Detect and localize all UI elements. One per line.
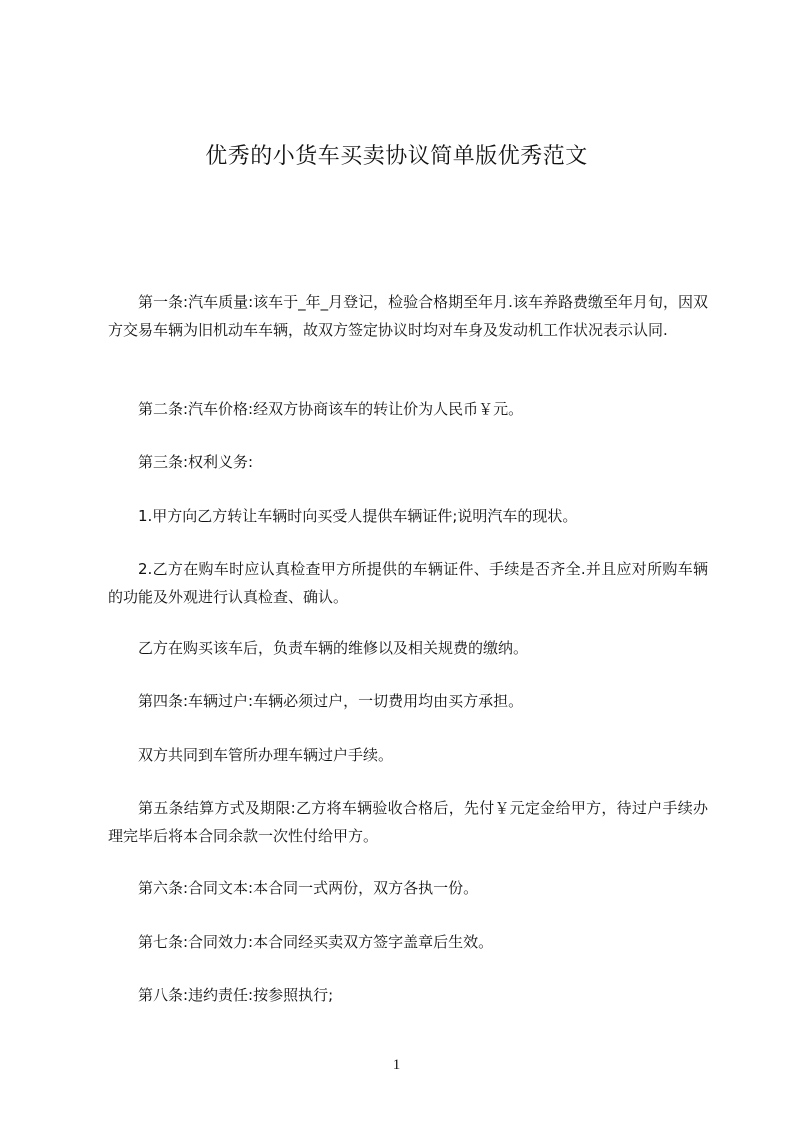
paragraph-article-2: 第二条:汽车价格:经双方协商该车的转让价为人民币￥元。	[138, 400, 524, 418]
paragraph-article-3: 第三条:权利义务:	[138, 453, 254, 471]
paragraph-article-6: 第六条:合同文本:本合同一式两份，双方各执一份。	[138, 879, 479, 897]
paragraph-article-1: 第一条:汽车质量:该车于_年_月登记，检验合格期至年月.该车养路费缴至年月旬，因双方交易车辆为旧机动车车辆，故双方签定协议时均对车身及发动机工作状况表示认同.	[108, 293, 708, 339]
paragraph-article-3-item-1: 1.甲方向乙方转让车辆时向买受人提供车辆证件;说明汽车的现状。	[138, 507, 578, 525]
paragraph-buyer-responsibility: 乙方在购买该车后，负责车辆的维修以及相关规费的缴纳。	[138, 639, 529, 657]
document-title: 优秀的小货车买卖协议简单版优秀范文	[205, 144, 588, 169]
page-number: 1	[392, 1057, 401, 1073]
paragraph-article-7: 第七条:合同效力:本合同经买卖双方签字盖章后生效。	[138, 933, 494, 951]
paragraph-transfer-procedure: 双方共同到车管所办理车辆过户手续。	[138, 746, 394, 764]
paragraph-article-5: 第五条结算方式及期限:乙方将车辆验收合格后，先付￥元定金给甲方，待过户手续办理完毕后将本合同余款一次性付给甲方。	[108, 799, 708, 845]
paragraph-article-3-item-2: 2.乙方在购车时应认真检查甲方所提供的车辆证件、手续是否齐全.并且应对所购车辆的功能及外观进行认真检查、确认。	[108, 560, 708, 606]
paragraph-article-4: 第四条:车辆过户:车辆必须过户，一切费用均由买方承担。	[138, 692, 524, 710]
paragraph-article-8: 第八条:违约责任:按参照执行;	[138, 986, 334, 1004]
